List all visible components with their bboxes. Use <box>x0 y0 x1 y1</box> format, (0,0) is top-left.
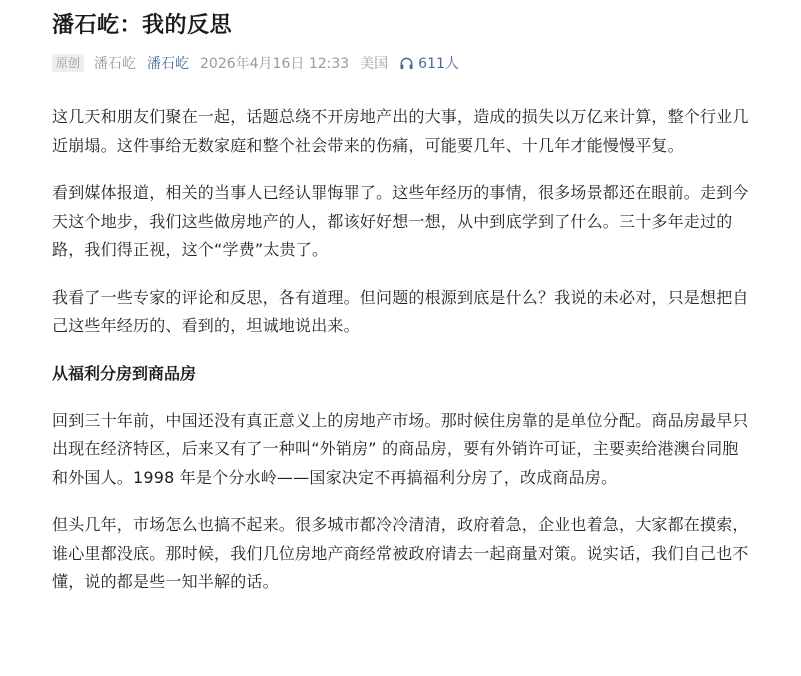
paragraph: 这几天和朋友们聚在一起，话题总绕不开房地产出的大事，造成的损失以万亿来计算，整个行业几近崩塌。这件事给无数家庭和整个社会带来的伤痛，可能要几年、十几年才能慢慢平复。 <box>52 107 749 155</box>
publish-datetime: 2026年4月16日 12:33 <box>200 56 350 72</box>
account-name: 潘石屹 <box>94 56 137 72</box>
paragraph: 但头几年，市场怎么也搞不起来。很多城市都冷冷清清，政府着急，企业也着急，大家都在摸索，谁心里都没底。那时候，我们几位房地产商经常被政府请去一起商量对策。说实话，我们自己也不懂，说的都是些一知半解的话。 <box>52 515 749 591</box>
paragraph: 看到媒体报道，相关的当事人已经认罪悔罪了。这些年经历的事情，很多场景都还在眼前。走到今天这个地步，我们这些做房地产的人，都该好好想一想，从中到底学到了什么。三十多年走过的路，我们得正视，这个“学费”太贵了。 <box>52 183 749 259</box>
listener-count: 611人 <box>418 56 459 72</box>
paragraph: 回到三十年前，中国还没有真正意义上的房地产市场。那时候住房靠的是单位分配。商品房最早只出现在经济特区，后来又有了一种叫“外销房” 的商品房，要有外销许可证，主要卖给港澳台同胞和外国人。1998 年是个分水岭——国家决定不再搞福利分房了，改成商品房。 <box>52 410 749 487</box>
article-title: 潘石屹：我的反思 <box>52 13 233 38</box>
article-body <box>52 103 752 616</box>
author-link[interactable]: 潘石屹 <box>147 56 190 72</box>
paragraph: 我看了一些专家的评论和反思，各有道理。但问题的根源到底是什么？我说的未必对，只是想把自己这些年经历的、看到的，坦诚地说出来。 <box>52 287 749 335</box>
listen-button[interactable] <box>399 53 459 73</box>
headphones-icon <box>399 56 414 71</box>
article-meta <box>52 52 459 74</box>
publish-location: 美国 <box>360 56 389 72</box>
section-heading: 从福利分房到商品房 <box>52 363 197 383</box>
original-badge: 原创 <box>52 54 84 72</box>
